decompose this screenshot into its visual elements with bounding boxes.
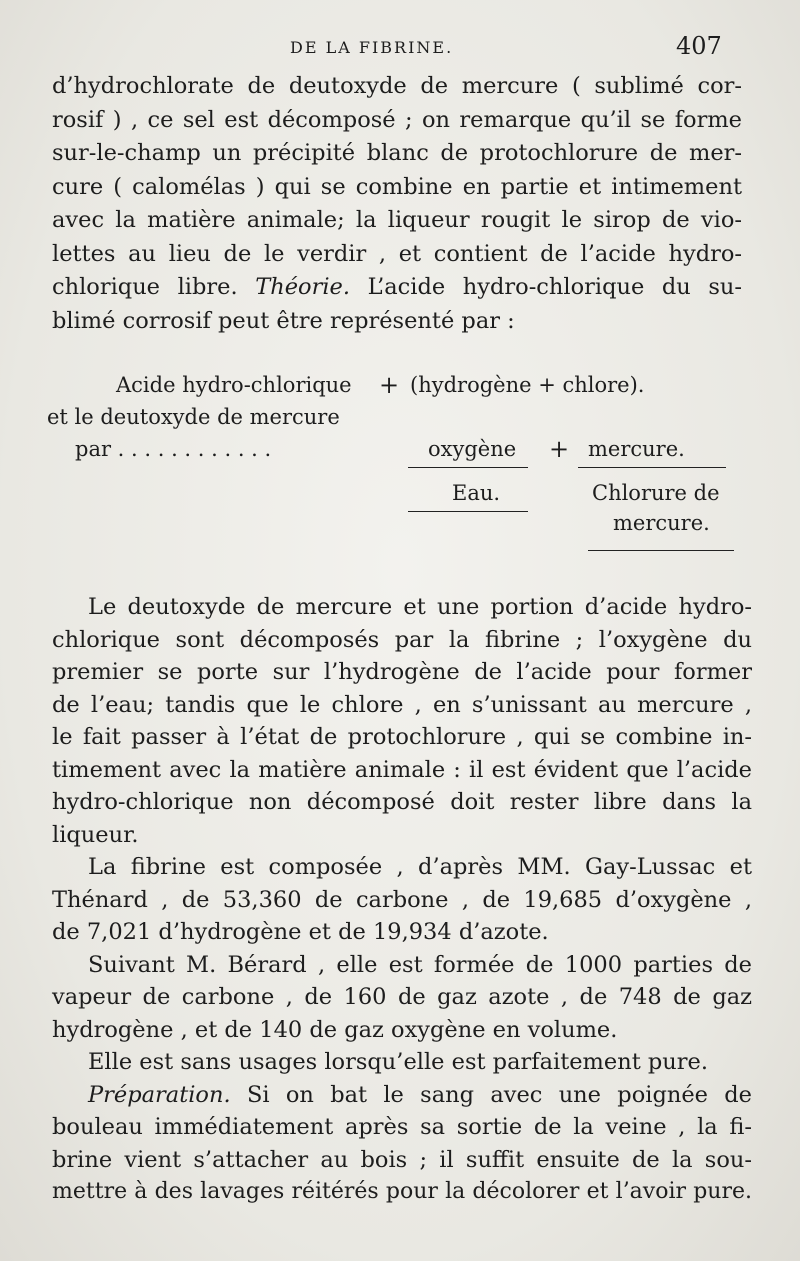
- text-line: La fibrine est composée , d’après MM. Gay-Lussac et: [88, 854, 752, 880]
- text-line: rosif ) , ce sel est décomposé ; on remarque qu’il se forme: [52, 106, 742, 133]
- text-line: de l’eau; tandis que le chlore , en s’unissant au mercure ,: [52, 691, 752, 718]
- text-line: Suivant M. Bérard , elle est formée de 1000 parties de: [88, 951, 752, 978]
- text-line: premier se porte sur l’hydrogène de l’acide pour former: [52, 659, 752, 685]
- text-line: chlorique sont décomposés par la fibrine ; l’oxygène du: [52, 626, 752, 653]
- text-line: bouleau immédiatement après sa sortie de la veine , la fi-: [52, 1114, 752, 1140]
- text-line: brine vient s’attacher au bois ; il suffit ensuite de la sou-: [52, 1146, 752, 1173]
- text-line: cure ( calomélas ) qui se combine en partie et intimement: [52, 173, 742, 200]
- text-line: lettes au lieu de le verdir , et contient de l’acide hydro-: [52, 240, 742, 267]
- text-line: Elle est sans usages lorsqu’elle est parfaitement pure.: [88, 1049, 709, 1075]
- text-line: de 7,021 d’hydrogène et de 19,934 d’azote.: [52, 919, 549, 945]
- formula-deutoxide-label: et le deutoxyde de mercure: [47, 405, 340, 429]
- text-line: blimé corrosif peut être représenté par :: [52, 307, 515, 334]
- formula-rule: [408, 511, 528, 512]
- formula-par-leader: par . . . . . . . . . . . .: [75, 437, 272, 461]
- page-header: [0, 34, 800, 64]
- formula-acid-components: (hydrogène + chlore).: [410, 373, 645, 397]
- text-line: hydro-chlorique non décomposé doit rester libre dans la: [52, 789, 752, 815]
- text-line: sur-le-champ un précipité blanc de protochlorure de mer-: [52, 140, 742, 166]
- paragraph-explanation: [52, 591, 752, 1209]
- formula-result-chloride: Chlorure de: [592, 481, 720, 505]
- text-line: avec la matière animale; la liqueur rougit le sirop de vio-: [52, 207, 742, 233]
- text-line: liqueur.: [52, 821, 139, 848]
- paragraph-theory: [52, 70, 742, 338]
- formula-acid-label: Acide hydro-chlorique: [116, 373, 352, 397]
- text-line: d’hydrochlorate de deutoxyde de mercure ( sublimé cor-: [52, 73, 742, 99]
- preparation-heading: Préparation.: [88, 1081, 231, 1108]
- running-title: DE LA FIBRINE.: [290, 38, 454, 57]
- formula-result-water: Eau.: [452, 481, 501, 505]
- text-line: hydrogène , et de 140 de gaz oxygène en volume.: [52, 1016, 618, 1043]
- text-line: le fait passer à l’état de protochlorure , qui se combine in-: [52, 724, 752, 750]
- text-line: vapeur de carbone , de 160 de gaz azote , de 748 de gaz: [52, 984, 752, 1010]
- text-line: chlorique libre. Théorie. L’acide hydro-chlorique du su-: [52, 274, 743, 300]
- theory-heading: Théorie.: [255, 274, 350, 300]
- preparation-text: Si on bat le sang avec une poignée de: [246, 1081, 752, 1108]
- formula-rule: [578, 467, 726, 468]
- formula-rule: [408, 467, 528, 468]
- text-line: timement avec la matière animale : il est évident que l’acide: [52, 756, 752, 783]
- formula-plus-sign: +: [549, 435, 570, 463]
- formula-plus-sign: +: [379, 371, 400, 399]
- text-line: Thénard , de 53,360 de carbone , de 19,685 d’oxygène ,: [52, 886, 752, 913]
- formula-result-chloride-cont: mercure.: [613, 511, 710, 535]
- formula-rule: [588, 550, 734, 551]
- text-line: mettre à des lavages réitérés pour la décolorer et l’avoir pure.: [52, 1179, 752, 1204]
- formula-oxygen: oxygène: [428, 437, 517, 461]
- chemical-formula: [0, 365, 800, 565]
- text-line: Le deutoxyde de mercure et une portion d’acide hydro-: [88, 594, 752, 620]
- text-line: [52, 1079, 752, 1112]
- page-number: 407: [676, 32, 722, 60]
- formula-mercury: mercure.: [588, 437, 685, 461]
